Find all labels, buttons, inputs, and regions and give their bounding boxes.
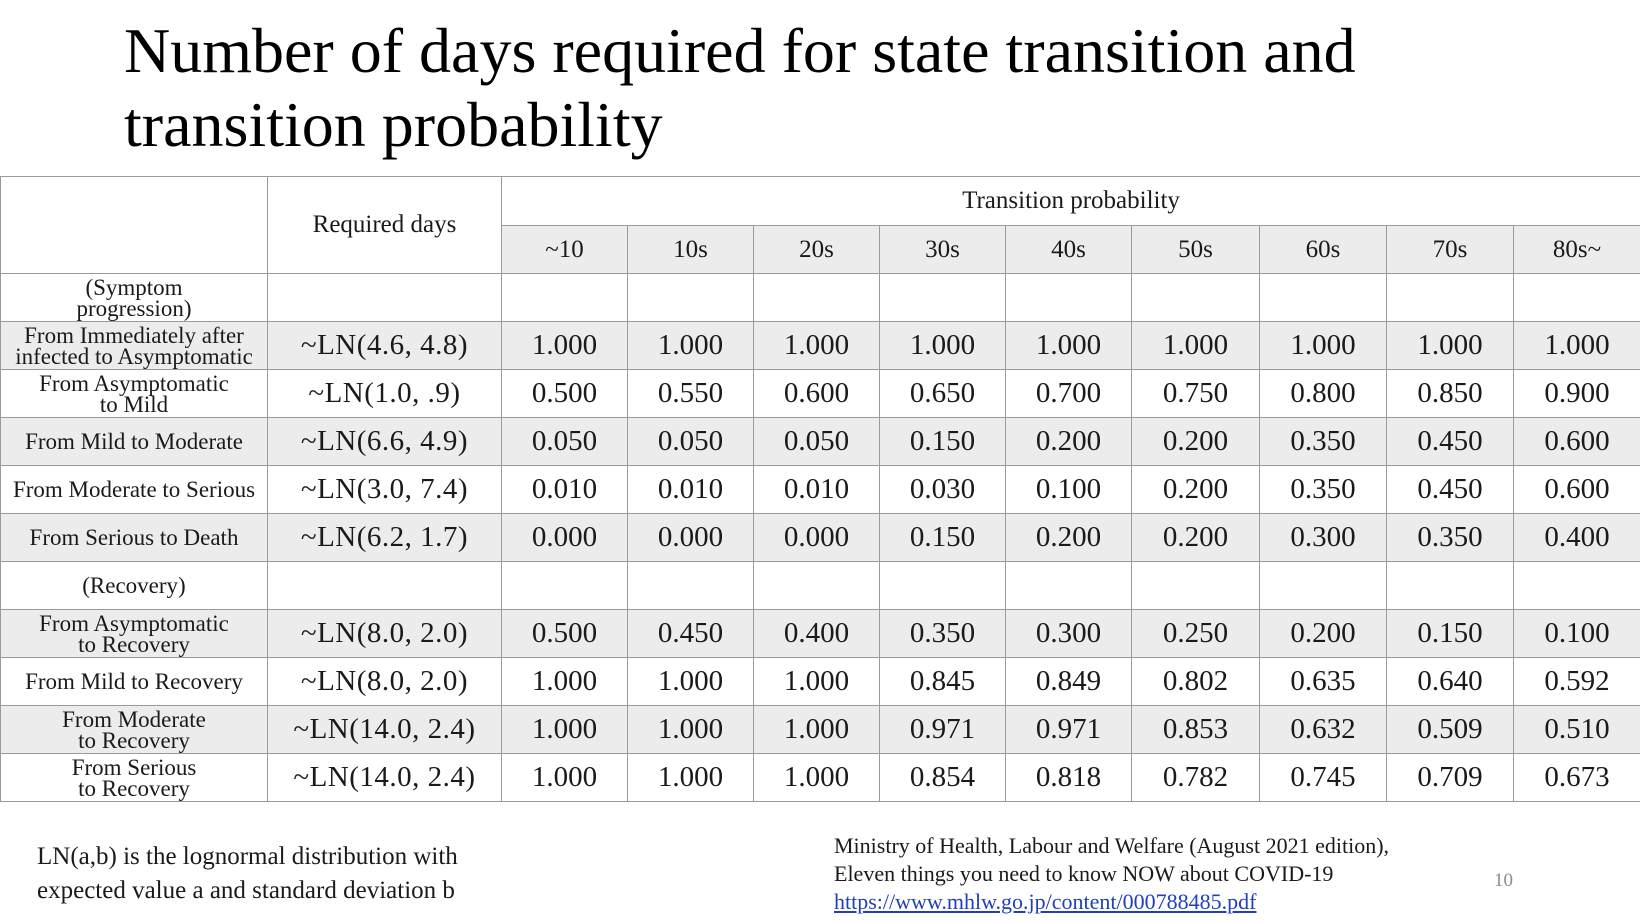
probability-cell: 0.802 <box>1132 658 1260 706</box>
age-group-header: ~10 <box>502 226 628 274</box>
age-group-header: 40s <box>1006 226 1132 274</box>
source-link[interactable]: https://www.mhlw.go.jp/content/000788485.pdf <box>834 889 1257 914</box>
footnote-line-1: LN(a,b) is the lognormal distribution with <box>37 843 458 870</box>
probability-cell: 0.300 <box>1006 610 1132 658</box>
age-group-header: 30s <box>880 226 1006 274</box>
probability-cell: 0.632 <box>1260 706 1387 754</box>
probability-cell: 1.000 <box>628 754 754 802</box>
table-row <box>1 322 1640 370</box>
required-days-cell: ~LN(3.0, 7.4) <box>268 466 502 514</box>
probability-cell: 0.200 <box>1006 418 1132 466</box>
table-row <box>1 562 1640 610</box>
probability-cell: 0.050 <box>502 418 628 466</box>
probability-cell: 0.350 <box>1260 466 1387 514</box>
probability-cell: 0.200 <box>1132 514 1260 562</box>
probability-cell: 0.050 <box>628 418 754 466</box>
probability-cell: 1.000 <box>628 658 754 706</box>
probability-cell <box>1387 274 1514 322</box>
probability-cell <box>754 274 880 322</box>
probability-cell <box>1260 274 1387 322</box>
probability-cell: 0.800 <box>1260 370 1387 418</box>
source-line-1: Ministry of Health, Labour and Welfare (August 2021 edition), <box>834 833 1390 858</box>
probability-cell: 0.010 <box>754 466 880 514</box>
probability-cell: 0.592 <box>1514 658 1640 706</box>
probability-cell: 0.010 <box>502 466 628 514</box>
table-row <box>1 658 1640 706</box>
probability-cell: 1.000 <box>1260 322 1387 370</box>
transition-label: From Moderate to Recovery <box>1 706 268 754</box>
probability-cell: 0.250 <box>1132 610 1260 658</box>
age-group-header: 50s <box>1132 226 1260 274</box>
age-group-header: 80s~ <box>1514 226 1640 274</box>
probability-cell: 0.100 <box>1514 610 1640 658</box>
probability-cell: 0.200 <box>1260 610 1387 658</box>
probability-cell: 0.200 <box>1006 514 1132 562</box>
probability-cell: 1.000 <box>1514 322 1640 370</box>
probability-cell: 0.750 <box>1132 370 1260 418</box>
required-days-cell: ~LN(14.0, 2.4) <box>268 706 502 754</box>
table-row <box>1 418 1640 466</box>
table-row <box>1 274 1640 322</box>
probability-cell: 0.510 <box>1514 706 1640 754</box>
required-days-cell: ~LN(8.0, 2.0) <box>268 610 502 658</box>
transition-label: (Symptom progression) <box>1 274 268 322</box>
probability-cell: 0.030 <box>880 466 1006 514</box>
probability-cell: 0.673 <box>1514 754 1640 802</box>
source-citation <box>834 832 1389 916</box>
probability-cell: 0.745 <box>1260 754 1387 802</box>
probability-cell: 0.050 <box>754 418 880 466</box>
probability-cell: 1.000 <box>754 706 880 754</box>
probability-cell: 0.000 <box>754 514 880 562</box>
table-row <box>1 610 1640 658</box>
probability-cell: 0.509 <box>1387 706 1514 754</box>
probability-cell: 0.350 <box>1260 418 1387 466</box>
probability-cell: 0.600 <box>1514 418 1640 466</box>
required-days-cell: ~LN(1.0, .9) <box>268 370 502 418</box>
probability-cell <box>628 562 754 610</box>
probability-cell: 0.709 <box>1387 754 1514 802</box>
probability-cell: 0.450 <box>628 610 754 658</box>
probability-cell: 0.635 <box>1260 658 1387 706</box>
probability-cell <box>754 562 880 610</box>
probability-cell: 0.350 <box>1387 514 1514 562</box>
probability-cell <box>1260 562 1387 610</box>
source-line-2: Eleven things you need to know NOW about COVID-19 <box>834 861 1334 886</box>
probability-cell: 0.500 <box>502 370 628 418</box>
transition-label: From Serious to Death <box>1 514 268 562</box>
probability-cell: 0.849 <box>1006 658 1132 706</box>
probability-cell: 0.782 <box>1132 754 1260 802</box>
probability-cell: 0.100 <box>1006 466 1132 514</box>
required-days-header: Required days <box>268 177 502 274</box>
required-days-cell: ~LN(6.2, 1.7) <box>268 514 502 562</box>
required-days-cell: ~LN(4.6, 4.8) <box>268 322 502 370</box>
probability-cell <box>1006 562 1132 610</box>
required-days-cell: ~LN(6.6, 4.9) <box>268 418 502 466</box>
probability-cell: 0.640 <box>1387 658 1514 706</box>
probability-cell: 0.600 <box>1514 466 1640 514</box>
transition-label: From Moderate to Serious <box>1 466 268 514</box>
probability-cell: 1.000 <box>1006 322 1132 370</box>
transition-label: From Asymptomatic to Mild <box>1 370 268 418</box>
age-group-header: 10s <box>628 226 754 274</box>
probability-cell: 0.400 <box>1514 514 1640 562</box>
probability-cell <box>1387 562 1514 610</box>
probability-cell: 0.853 <box>1132 706 1260 754</box>
probability-cell <box>880 274 1006 322</box>
probability-cell: 0.200 <box>1132 466 1260 514</box>
table-row <box>1 754 1640 802</box>
table-row <box>1 370 1640 418</box>
probability-cell <box>502 562 628 610</box>
page-number: 10 <box>1494 870 1513 891</box>
probability-cell: 0.000 <box>628 514 754 562</box>
probability-cell: 0.400 <box>754 610 880 658</box>
table-row <box>1 706 1640 754</box>
required-days-cell: ~LN(8.0, 2.0) <box>268 658 502 706</box>
probability-cell: 1.000 <box>880 322 1006 370</box>
probability-cell: 0.450 <box>1387 466 1514 514</box>
probability-cell: 0.700 <box>1006 370 1132 418</box>
probability-cell: 1.000 <box>754 754 880 802</box>
probability-cell: 0.000 <box>502 514 628 562</box>
required-days-cell <box>268 274 502 322</box>
probability-cell <box>1132 274 1260 322</box>
probability-cell <box>502 274 628 322</box>
age-group-header: 60s <box>1260 226 1387 274</box>
probability-cell: 1.000 <box>628 322 754 370</box>
probability-cell: 0.150 <box>880 514 1006 562</box>
transition-label: From Asymptomatic to Recovery <box>1 610 268 658</box>
probability-cell: 1.000 <box>502 322 628 370</box>
probability-cell: 0.010 <box>628 466 754 514</box>
probability-cell: 0.300 <box>1260 514 1387 562</box>
age-group-header: 70s <box>1387 226 1514 274</box>
probability-cell: 0.971 <box>1006 706 1132 754</box>
table-row <box>1 466 1640 514</box>
transition-label: From Immediately after infected to Asymptomatic <box>1 322 268 370</box>
probability-cell: 1.000 <box>754 322 880 370</box>
transition-probability-header: Transition probability <box>502 177 1640 226</box>
probability-cell <box>1514 274 1640 322</box>
probability-cell: 0.845 <box>880 658 1006 706</box>
probability-cell: 0.500 <box>502 610 628 658</box>
probability-cell: 1.000 <box>502 658 628 706</box>
table-row <box>1 514 1640 562</box>
probability-cell: 0.150 <box>880 418 1006 466</box>
probability-cell: 0.150 <box>1387 610 1514 658</box>
probability-cell: 1.000 <box>628 706 754 754</box>
transition-label: From Mild to Moderate <box>1 418 268 466</box>
corner-cell <box>1 177 268 274</box>
probability-cell <box>880 562 1006 610</box>
transition-label: From Serious to Recovery <box>1 754 268 802</box>
probability-cell: 1.000 <box>1387 322 1514 370</box>
probability-cell: 0.971 <box>880 706 1006 754</box>
required-days-cell: ~LN(14.0, 2.4) <box>268 754 502 802</box>
probability-cell: 0.818 <box>1006 754 1132 802</box>
transition-label: From Mild to Recovery <box>1 658 268 706</box>
probability-cell: 0.450 <box>1387 418 1514 466</box>
probability-cell: 0.650 <box>880 370 1006 418</box>
probability-cell: 0.900 <box>1514 370 1640 418</box>
probability-cell: 0.350 <box>880 610 1006 658</box>
transition-table <box>0 176 1640 802</box>
probability-cell: 0.600 <box>754 370 880 418</box>
probability-cell: 0.200 <box>1132 418 1260 466</box>
required-days-cell <box>268 562 502 610</box>
slide-title: Number of days required for state transition and transition probability <box>124 15 1356 160</box>
probability-cell: 1.000 <box>502 706 628 754</box>
footnote-line-2: expected value a and standard deviation b <box>37 877 455 904</box>
probability-cell <box>628 274 754 322</box>
probability-cell: 0.850 <box>1387 370 1514 418</box>
probability-cell: 1.000 <box>502 754 628 802</box>
probability-cell <box>1514 562 1640 610</box>
probability-cell: 0.550 <box>628 370 754 418</box>
probability-cell: 1.000 <box>1132 322 1260 370</box>
probability-cell <box>1132 562 1260 610</box>
probability-cell <box>1006 274 1132 322</box>
probability-cell: 0.854 <box>880 754 1006 802</box>
lognormal-footnote <box>37 840 458 908</box>
probability-cell: 1.000 <box>754 658 880 706</box>
age-group-header: 20s <box>754 226 880 274</box>
transition-label: (Recovery) <box>1 562 268 610</box>
